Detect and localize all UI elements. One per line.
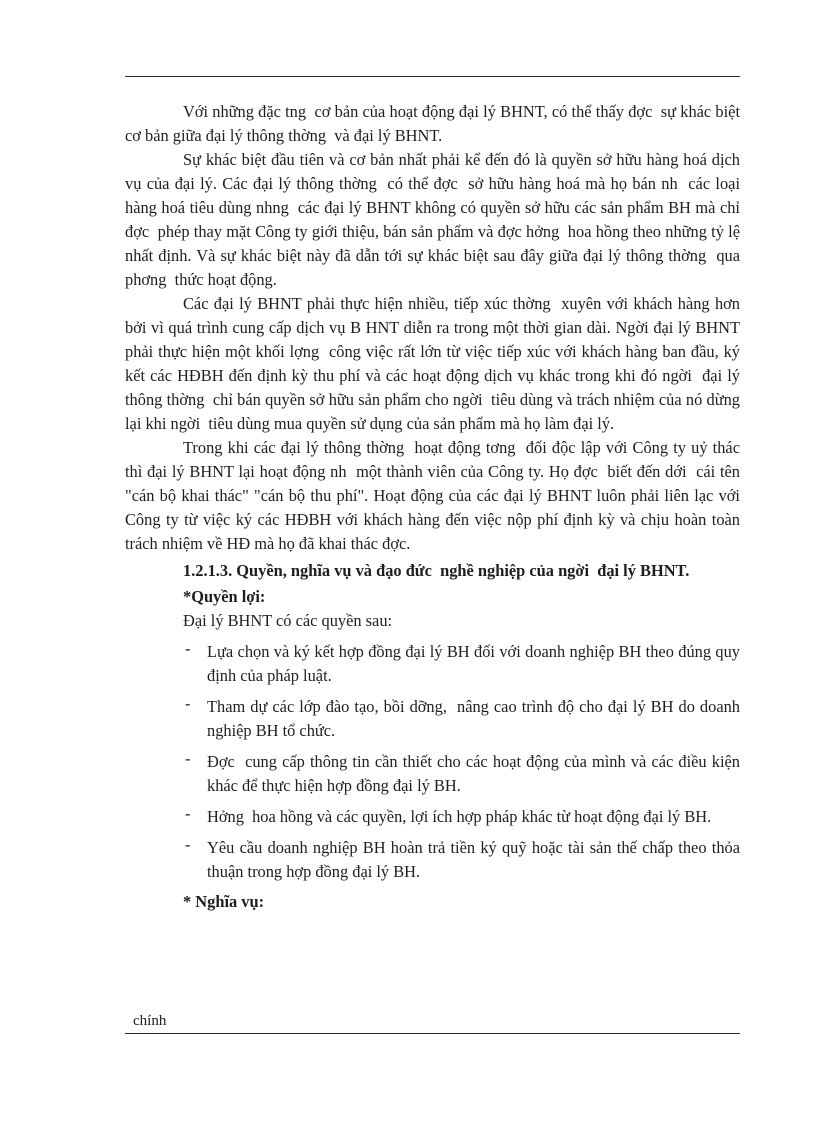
document-body [125, 100, 745, 914]
dash-bullet-icon: - [185, 694, 191, 713]
list-item-text: Tham dự các lớp đào tạo, bồi dỡng, nâng cao trình độ cho đại lý BH do doanh nghiệp BH tổ chức. [207, 697, 745, 740]
list-item [183, 805, 740, 829]
list-item-text: Yêu cầu doanh nghiệp BH hoàn trả tiền ký quỹ hoặc tài sản thế chấp theo thỏa thuận trong hợp đồng đại lý BH. [207, 838, 745, 881]
dash-bullet-icon: - [185, 639, 191, 658]
list-item-text: Lựa chọn và ký kết hợp đồng đại lý BH đối với doanh nghiệp BH theo đúng quy định của pháp luật. [207, 642, 745, 685]
list-item [183, 639, 745, 688]
list-item [183, 749, 745, 798]
list-item [183, 835, 745, 884]
paragraph-ownership-difference: Sự khác biệt đầu tiên và cơ bản nhất phải kể đến đó là quyền sở hữu hàng hoá dịch vụ của đại lý. Các đại lý thông thờng có thể đợc sở hữu hàng hoá mà họ bán nh các loại hàng hoá tiêu dùng nhng các đại lý BHNT không có quyền sở hữu các sản phẩm BH mà chỉ đợc phép thay mặt Công ty giới thiệu, bán sản phẩm và đợc hởng hoa hồng theo những tỷ lệ nhất định. Và sự khác biệt này đã dẫn tới sự khác biệt sau đây giữa đại lý thông thờng qua phơng thức hoạt động. [125, 150, 745, 289]
dash-bullet-icon: - [185, 749, 191, 768]
dash-bullet-icon: - [185, 835, 191, 854]
paragraph-company-relationship: Trong khi các đại lý thông thờng hoạt động tơng đối độc lập với Công ty uỷ thác thì đại lý BHNT lại hoạt động nh một thành viên của Công ty. Họ đợc biết đến dới cái tên "cán bộ khai thác" "cán bộ thu phí". Hoạt động của các đại lý BHNT luôn phải liên lạc với Công ty từ việc ký các HĐBH với khách hàng đến việc nộp phí định kỳ và chịu hoàn toàn trách nhiệm về HĐ mà họ đã khai thác đợc. [125, 438, 745, 553]
list-item-text: Đợc cung cấp thông tin cần thiết cho các hoạt động của mình và các điều kiện khác để thực hiện hợp đồng đại lý BH. [207, 752, 745, 795]
header-rule [125, 76, 740, 77]
duties-label: * Nghĩa vụ: [183, 892, 265, 911]
list-item [183, 694, 745, 743]
paragraph-differences-intro: Với những đặc tng cơ bản của hoạt động đại lý BHNT, có thể thấy đợc sự khác biệt cơ bản giữa đại lý thông thờng và đại lý BHNT. [125, 102, 745, 145]
page-footer [125, 1012, 740, 1034]
list-item-text: Hởng hoa hồng và các quyền, lợi ích hợp pháp khác từ hoạt động đại lý BH. [207, 807, 712, 826]
paragraph-workload-difference: Các đại lý BHNT phải thực hiện nhiều, tiếp xúc thờng xuyên với khách hàng hơn bởi vì quá trình cung cấp dịch vụ B HNT diễn ra trong một thời gian dài. Ngời đại lý BHNT phải thực hiện một khối lợng công việc rất lớn từ việc tiếp xúc với khách hàng ban đầu, ký kết các HĐBH đến định kỳ thu phí và các hoạt động dịch vụ khác trong khi đó ngời đại lý thông thờng chỉ bán quyền sở hữu sản phẩm cho ngời tiêu dùng và trách nhiệm của nó dừng lại khi ngời tiêu dùng mua quyền sử dụng của sản phẩm mà họ làm đại lý. [125, 294, 745, 433]
rights-label: *Quyền lợi: [183, 587, 266, 606]
footer-text: chính [133, 1013, 167, 1029]
rights-intro: Đại lý BHNT có các quyền sau: [183, 611, 393, 630]
dash-bullet-icon: - [185, 804, 191, 823]
rights-list [183, 639, 745, 884]
section-heading: 1.2.1.3. Quyền, nghĩa vụ và đạo đức nghề nghiệp của ngời đại lý BHNT. [183, 561, 690, 580]
